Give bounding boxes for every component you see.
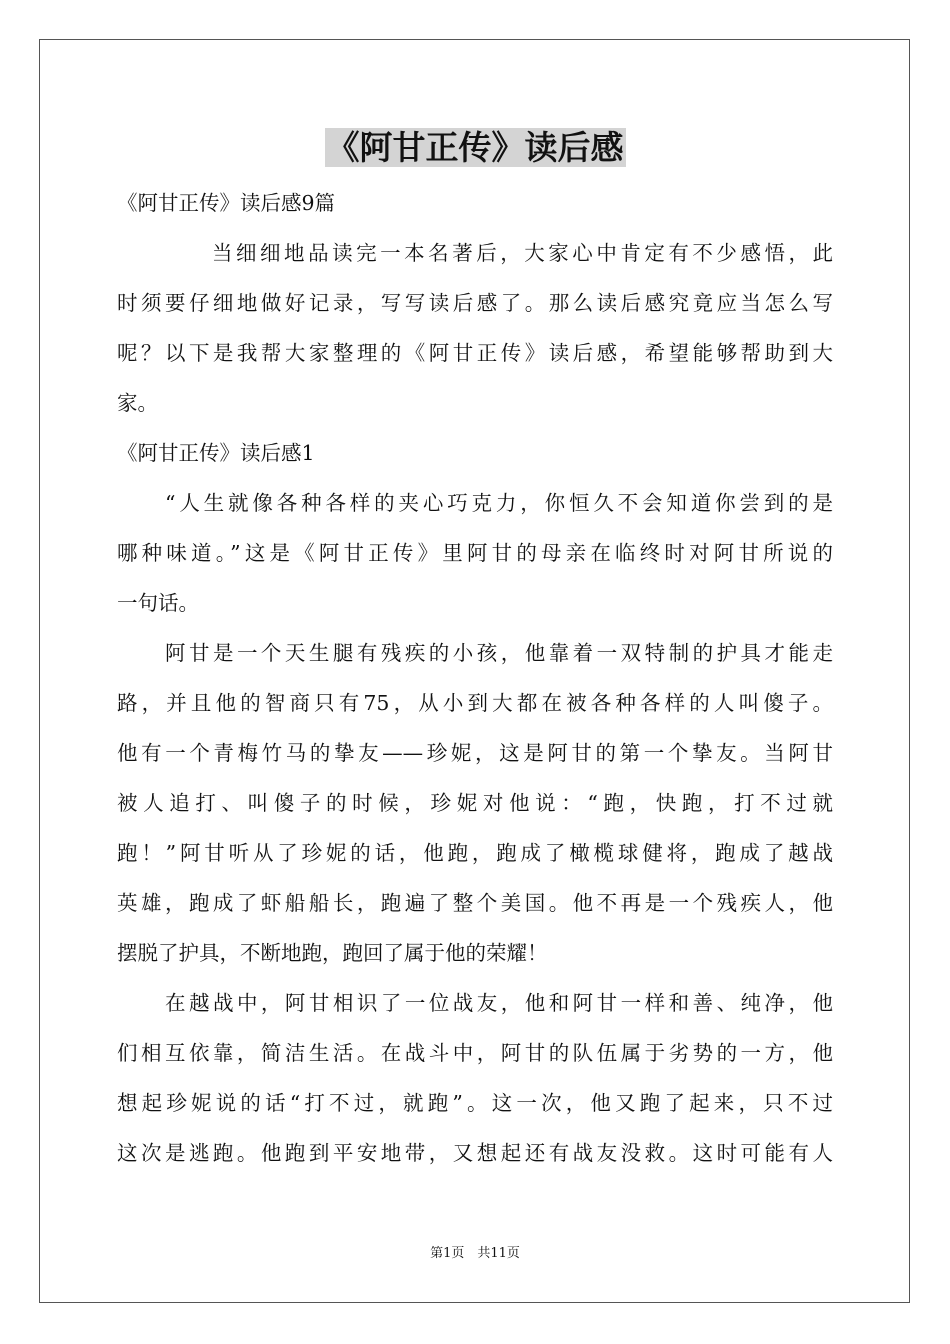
text-line: 们相互依靠，简洁生活。在战斗中，阿甘的队伍属于劣势的一方，他 (117, 1041, 833, 1065)
text-line: 当细细地品读完一本名著后，大家心中肯定有不少感悟，此 (212, 241, 833, 265)
text-line: 一句话。 (117, 591, 199, 615)
text-line: 《阿甘正传》读后感9篇 (117, 191, 336, 215)
text-line: 想起珍妮说的话“打不过，就跑”。这一次，他又跑了起来，只不过 (117, 1091, 833, 1115)
document-title (0, 124, 950, 172)
text-line: 呢？以下是我帮大家整理的《阿甘正传》读后感，希望能够帮助到大 (117, 341, 833, 365)
text-line: 《阿甘正传》读后感1 (117, 441, 315, 465)
document-title-text: 《阿甘正传》读后感 (326, 128, 624, 167)
text-line: 哪种味道。”这是《阿甘正传》里阿甘的母亲在临终时对阿甘所说的 (117, 541, 833, 565)
text-line: 路，并且他的智商只有75，从小到大都在被各种各样的人叫傻子。 (117, 691, 833, 715)
text-line: 阿甘是一个天生腿有残疾的小孩，他靠着一双特制的护具才能走 (165, 641, 833, 665)
page-footer: 第1页 共11页 (430, 1246, 520, 1261)
text-line: 跑！”阿甘听从了珍妮的话，他跑，跑成了橄榄球健将，跑成了越战 (117, 841, 833, 865)
text-line: 这次是逃跑。他跑到平安地带，又想起还有战友没救。这时可能有人 (117, 1141, 833, 1165)
text-line: 时须要仔细地做好记录，写写读后感了。那么读后感究竟应当怎么写 (117, 291, 833, 315)
text-line: 家。 (117, 391, 158, 415)
text-line: 摆脱了护具，不断地跑，跑回了属于他的荣耀！ (117, 941, 548, 965)
text-line: 在越战中，阿甘相识了一位战友，他和阿甘一样和善、纯净，他 (165, 991, 833, 1015)
text-line: 英雄，跑成了虾船船长，跑遍了整个美国。他不再是一个残疾人，他 (117, 891, 833, 915)
text-line: “人生就像各种各样的夹心巧克力，你恒久不会知道你尝到的是 (165, 491, 833, 515)
text-line: 他有一个青梅竹马的挚友——珍妮，这是阿甘的第一个挚友。当阿甘 (117, 741, 833, 765)
text-line: 被人追打、叫傻子的时候，珍妮对他说：“跑，快跑，打不过就 (117, 791, 833, 815)
document-body (117, 178, 833, 1178)
